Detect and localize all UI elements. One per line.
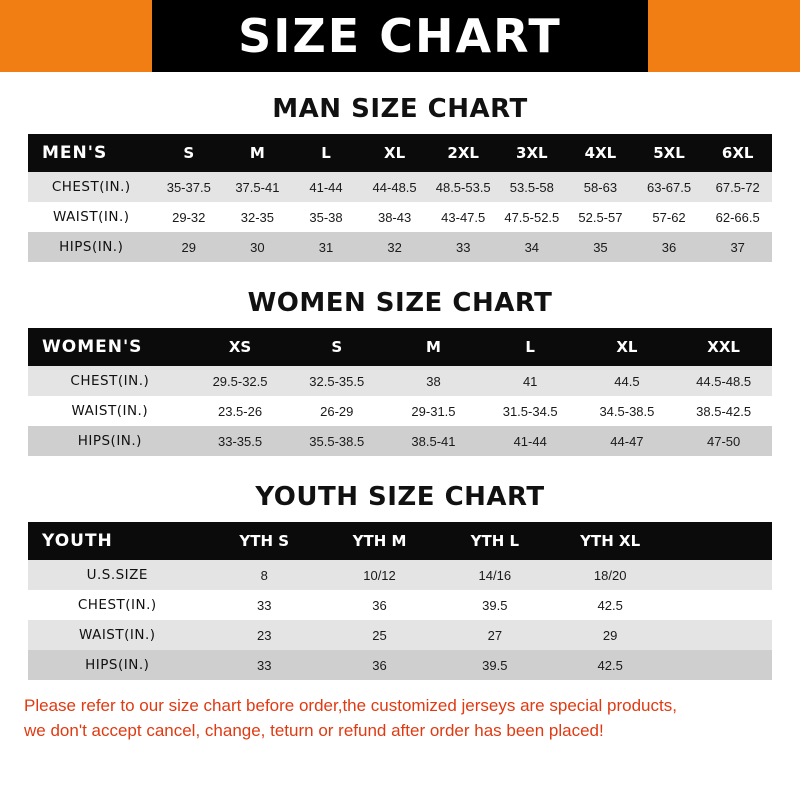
cell: 32 (360, 232, 429, 262)
cell: 33-35.5 (192, 426, 289, 456)
cell: 53.5-58 (498, 172, 567, 202)
youth-size-chart (0, 522, 800, 680)
table-row (28, 172, 772, 202)
cell: 35.5-38.5 (288, 426, 385, 456)
table-row (28, 396, 772, 426)
cell-spacer (668, 650, 772, 680)
cell: 18/20 (552, 560, 667, 590)
column-header: YTH L (437, 522, 552, 560)
cell: 33 (207, 650, 322, 680)
man-size-table (28, 134, 772, 262)
column-header: XXL (675, 328, 772, 366)
corner-label-women: WOMEN'S (28, 328, 192, 366)
table-row (28, 366, 772, 396)
cell: 27 (437, 620, 552, 650)
column-header: YTH M (322, 522, 437, 560)
cell: 67.5-72 (703, 172, 772, 202)
cell: 10/12 (322, 560, 437, 590)
cell: 8 (207, 560, 322, 590)
table-row (28, 620, 772, 650)
cell: 35 (566, 232, 635, 262)
cell: 33 (429, 232, 498, 262)
footer-note (0, 680, 800, 743)
cell: 57-62 (635, 202, 704, 232)
cell: 31 (292, 232, 361, 262)
cell: 29.5-32.5 (192, 366, 289, 396)
cell: 58-63 (566, 172, 635, 202)
column-header: YTH XL (552, 522, 667, 560)
cell: 37.5-41 (223, 172, 292, 202)
cell: 32-35 (223, 202, 292, 232)
cell-spacer (668, 620, 772, 650)
column-header: M (385, 328, 482, 366)
column-header: XL (360, 134, 429, 172)
man-size-chart (0, 134, 800, 262)
cell: 32.5-35.5 (288, 366, 385, 396)
table-row (28, 560, 772, 590)
table-header-row (28, 134, 772, 172)
section-title-youth: YOUTH SIZE CHART (255, 482, 545, 512)
table-row (28, 202, 772, 232)
cell-spacer (668, 590, 772, 620)
cell: 30 (223, 232, 292, 262)
cell: 42.5 (552, 590, 667, 620)
cell: 41-44 (292, 172, 361, 202)
row-label: HIPS(IN.) (28, 650, 207, 680)
row-label: WAIST(IN.) (28, 396, 192, 426)
column-header: XL (579, 328, 676, 366)
cell: 14/16 (437, 560, 552, 590)
cell: 23.5-26 (192, 396, 289, 426)
table-row (28, 650, 772, 680)
column-header: 2XL (429, 134, 498, 172)
cell: 36 (322, 650, 437, 680)
table-row (28, 426, 772, 456)
table-row (28, 232, 772, 262)
cell: 47-50 (675, 426, 772, 456)
cell: 42.5 (552, 650, 667, 680)
section-title-women: WOMEN SIZE CHART (247, 288, 553, 318)
cell: 23 (207, 620, 322, 650)
cell: 43-47.5 (429, 202, 498, 232)
row-label: HIPS(IN.) (28, 232, 154, 262)
column-header: L (292, 134, 361, 172)
row-label: U.S.SIZE (28, 560, 207, 590)
cell: 38.5-42.5 (675, 396, 772, 426)
header-accent-left (0, 0, 152, 72)
cell: 25 (322, 620, 437, 650)
cell: 38 (385, 366, 482, 396)
cell: 29 (154, 232, 223, 262)
cell: 34 (498, 232, 567, 262)
cell: 41 (482, 366, 579, 396)
cell: 44.5-48.5 (675, 366, 772, 396)
column-header: 4XL (566, 134, 635, 172)
cell: 37 (703, 232, 772, 262)
cell: 63-67.5 (635, 172, 704, 202)
cell: 36 (635, 232, 704, 262)
column-header: S (288, 328, 385, 366)
cell: 52.5-57 (566, 202, 635, 232)
header-banner (0, 0, 800, 72)
cell: 31.5-34.5 (482, 396, 579, 426)
cell: 41-44 (482, 426, 579, 456)
footer-note-line-1: Please refer to our size chart before order,the customized jerseys are special products, (24, 696, 677, 715)
cell: 47.5-52.5 (498, 202, 567, 232)
cell: 29-31.5 (385, 396, 482, 426)
table-header-row (28, 522, 772, 560)
column-header-spacer (668, 522, 772, 560)
header-accent-right (648, 0, 800, 72)
cell: 33 (207, 590, 322, 620)
column-header: S (154, 134, 223, 172)
column-header: 6XL (703, 134, 772, 172)
cell: 39.5 (437, 650, 552, 680)
women-size-chart (0, 328, 800, 456)
column-header: 3XL (498, 134, 567, 172)
cell: 35-38 (292, 202, 361, 232)
cell: 44.5 (579, 366, 676, 396)
column-header: M (223, 134, 292, 172)
page-title: SIZE CHART (238, 9, 562, 63)
column-header: L (482, 328, 579, 366)
women-size-table (28, 328, 772, 456)
cell: 44-47 (579, 426, 676, 456)
cell: 62-66.5 (703, 202, 772, 232)
corner-label-men: MEN'S (28, 134, 154, 172)
cell: 29 (552, 620, 667, 650)
row-label: HIPS(IN.) (28, 426, 192, 456)
cell: 38.5-41 (385, 426, 482, 456)
table-header-row (28, 328, 772, 366)
row-label: CHEST(IN.) (28, 366, 192, 396)
cell: 44-48.5 (360, 172, 429, 202)
youth-size-table (28, 522, 772, 680)
cell: 26-29 (288, 396, 385, 426)
corner-label-youth: YOUTH (28, 522, 207, 560)
column-header: 5XL (635, 134, 704, 172)
cell: 48.5-53.5 (429, 172, 498, 202)
footer-note-line-2: we don't accept cancel, change, teturn or refund after order has been placed! (24, 720, 604, 740)
cell: 29-32 (154, 202, 223, 232)
cell: 34.5-38.5 (579, 396, 676, 426)
cell: 39.5 (437, 590, 552, 620)
table-row (28, 590, 772, 620)
row-label: WAIST(IN.) (28, 620, 207, 650)
row-label: CHEST(IN.) (28, 172, 154, 202)
column-header: XS (192, 328, 289, 366)
section-title-man: MAN SIZE CHART (272, 94, 528, 124)
cell: 35-37.5 (154, 172, 223, 202)
cell: 36 (322, 590, 437, 620)
column-header: YTH S (207, 522, 322, 560)
cell: 38-43 (360, 202, 429, 232)
row-label: WAIST(IN.) (28, 202, 154, 232)
row-label: CHEST(IN.) (28, 590, 207, 620)
cell-spacer (668, 560, 772, 590)
